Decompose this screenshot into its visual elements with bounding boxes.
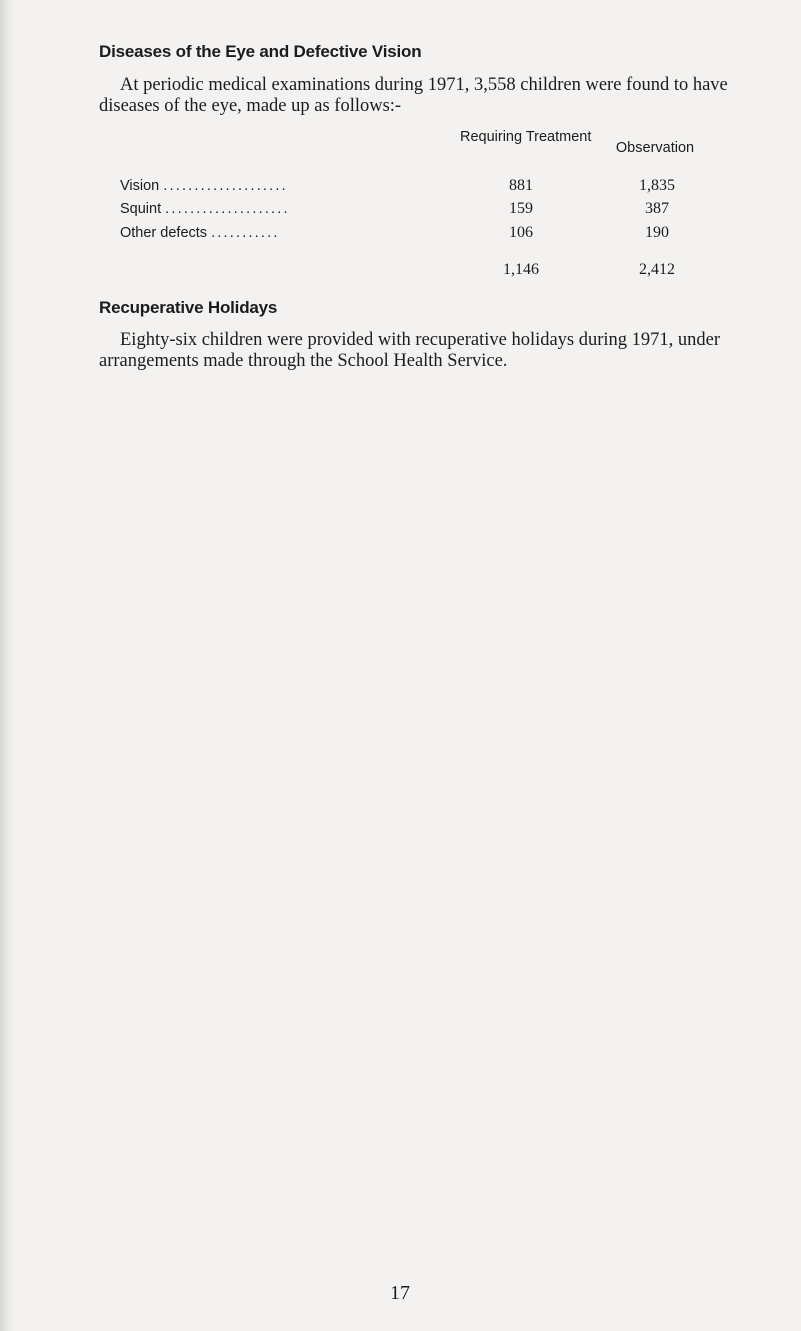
column-header-requiring-treatment: Requiring Treatment <box>460 129 592 145</box>
cell-requiring-treatment: 159 <box>509 200 533 217</box>
intro-text: At periodic medical examinations during 1971, 3,558 children were found to have diseases of the eye, made up as follows:- <box>99 75 728 116</box>
table-row-label <box>120 178 410 194</box>
cell-observation: 190 <box>645 224 669 241</box>
cell-requiring-treatment: 881 <box>509 177 533 194</box>
row-label-text: Squint <box>120 201 162 217</box>
table-row-label <box>120 201 410 217</box>
row-label-text: Vision <box>120 178 160 194</box>
dot-leader: .................... <box>163 178 288 194</box>
page-number: 17 <box>390 1282 410 1304</box>
cell-observation: 387 <box>645 200 669 217</box>
column-header-observation: Observation <box>615 140 695 156</box>
dot-leader: .................... <box>165 201 290 217</box>
row-label-text: Other defects <box>120 225 208 241</box>
recuperative-text: Eighty-six children were provided with recuperative holidays during 1971, under arrangements made through the School Health Service. <box>99 330 721 371</box>
section-heading-eye-diseases: Diseases of the Eye and Defective Vision <box>99 42 422 61</box>
table-row-label <box>120 225 410 241</box>
eye-diseases-table <box>0 0 801 300</box>
dot-leader: ........... <box>211 225 280 241</box>
recuperative-paragraph <box>99 330 749 372</box>
total-observation: 2,412 <box>639 261 675 278</box>
cell-observation: 1,835 <box>639 177 675 194</box>
total-requiring-treatment: 1,146 <box>503 261 539 278</box>
cell-requiring-treatment: 106 <box>509 224 533 241</box>
section-heading-recuperative-holidays: Recuperative Holidays <box>99 298 278 317</box>
